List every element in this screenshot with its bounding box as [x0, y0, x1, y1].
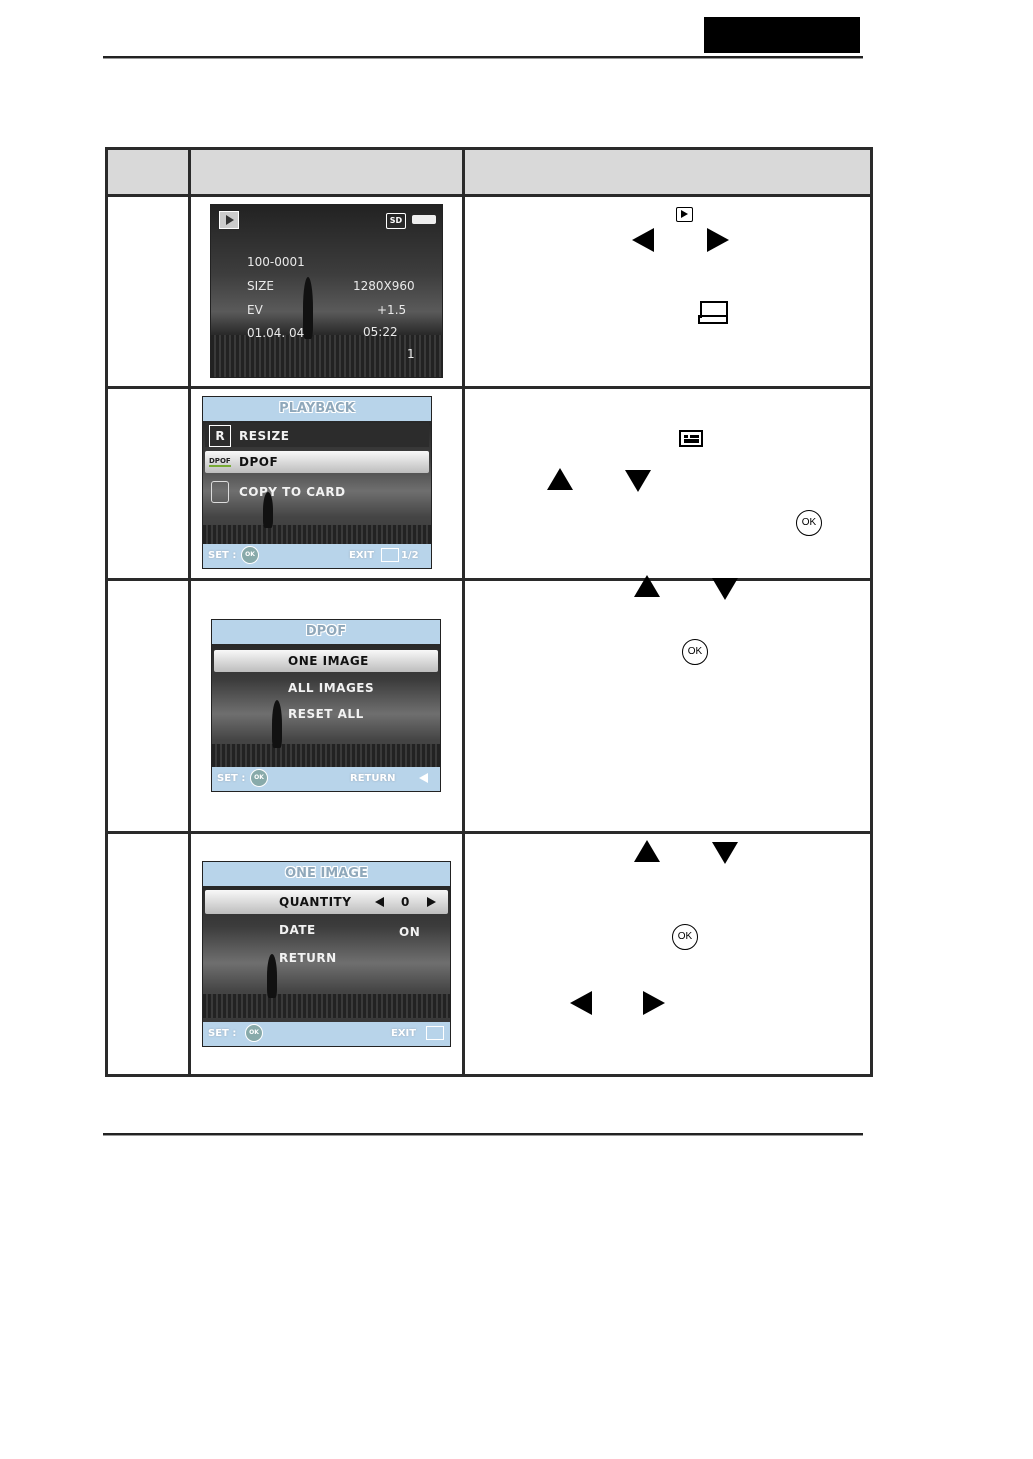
decrease-arrow-icon: [375, 897, 384, 907]
down-button-icon: [625, 470, 651, 492]
up-button-icon: [547, 468, 573, 490]
footer-return-label: RETURN: [350, 773, 396, 784]
quantity-value: 0: [401, 895, 410, 909]
right-button-icon: [643, 991, 665, 1015]
ev-label: EV: [247, 303, 263, 317]
up-button-icon: [634, 840, 660, 862]
menu-item-all-images[interactable]: ALL IMAGES: [288, 681, 375, 695]
menu-title: ONE IMAGE: [203, 862, 450, 886]
quantity-label[interactable]: QUANTITY: [279, 895, 352, 909]
menu-button-icon: [679, 430, 703, 447]
size-label: SIZE: [247, 279, 274, 293]
ok-icon: OK: [241, 546, 259, 564]
tree-image: [303, 277, 313, 339]
menu-item-resize[interactable]: RESIZE: [239, 429, 290, 443]
ok-icon: OK: [250, 769, 268, 787]
down-button-icon: [712, 578, 738, 600]
footer-exit-label: EXIT: [391, 1028, 417, 1039]
print-button-icon: [698, 301, 728, 325]
menu-button-icon: [426, 1026, 444, 1040]
tree-image: [272, 700, 282, 748]
playback-menu-screen: [202, 396, 432, 569]
left-button-icon: [632, 228, 654, 252]
dpof-menu-screen: [211, 619, 441, 792]
dpof-icon: DPOF: [209, 457, 231, 465]
playback-screen: [210, 204, 443, 378]
menu-item-reset-all[interactable]: RESET ALL: [288, 707, 364, 721]
playback-mode-icon: [219, 211, 239, 229]
menu-footer: [212, 767, 440, 791]
size-value: 1280X960: [353, 279, 415, 293]
sd-card-icon: SD: [386, 213, 406, 229]
row-divider: [108, 578, 870, 581]
increase-arrow-icon: [427, 897, 436, 907]
date-label[interactable]: DATE: [279, 923, 316, 937]
menu-item-dpof[interactable]: DPOF: [239, 455, 279, 469]
date-value: ON: [399, 925, 421, 939]
row-divider: [108, 386, 870, 389]
down-button-icon: [712, 842, 738, 864]
menu-item-one-image[interactable]: ONE IMAGE: [288, 654, 369, 668]
menu-item-copy-to-card[interactable]: COPY TO CARD: [239, 485, 346, 499]
image-count: 1: [407, 347, 415, 361]
footer-set-label: SET :: [208, 550, 237, 561]
left-arrow-icon: [419, 773, 428, 783]
menu-title: PLAYBACK: [203, 397, 431, 421]
copy-card-icon: [211, 481, 229, 503]
footer-set-label: SET :: [217, 773, 246, 784]
one-image-screen: [202, 861, 451, 1047]
header-rule: [103, 56, 863, 59]
right-button-icon: [707, 228, 729, 252]
left-button-icon: [570, 991, 592, 1015]
battery-icon: [412, 215, 436, 224]
ev-value: +1.5: [377, 303, 407, 317]
language-tab: [704, 17, 860, 53]
time-value: 05:22: [363, 325, 398, 339]
menu-button-icon: [381, 548, 399, 562]
footer-set-label: SET :: [208, 1028, 237, 1039]
date-value: 01.04. 04: [247, 326, 305, 340]
return-label[interactable]: RETURN: [279, 951, 337, 965]
menu-title: DPOF: [212, 620, 440, 644]
resize-icon: R: [209, 425, 231, 447]
row-divider: [108, 194, 870, 197]
row-divider: [108, 831, 870, 834]
footer-page: 1/2: [401, 550, 419, 561]
column-divider: [462, 150, 465, 1074]
tree-image: [267, 954, 277, 998]
column-divider: [188, 150, 191, 1074]
file-number: 100-0001: [247, 255, 305, 269]
up-button-icon: [634, 575, 660, 597]
ok-icon: OK: [245, 1024, 263, 1042]
ok-button-icon: OK: [682, 639, 708, 665]
footer-exit-label: EXIT: [349, 550, 375, 561]
play-button-icon: [676, 207, 693, 222]
ok-button-icon: OK: [672, 924, 698, 950]
table-header-row: [108, 150, 870, 194]
ok-button-icon: OK: [796, 510, 822, 536]
footer-rule: [103, 1133, 863, 1136]
